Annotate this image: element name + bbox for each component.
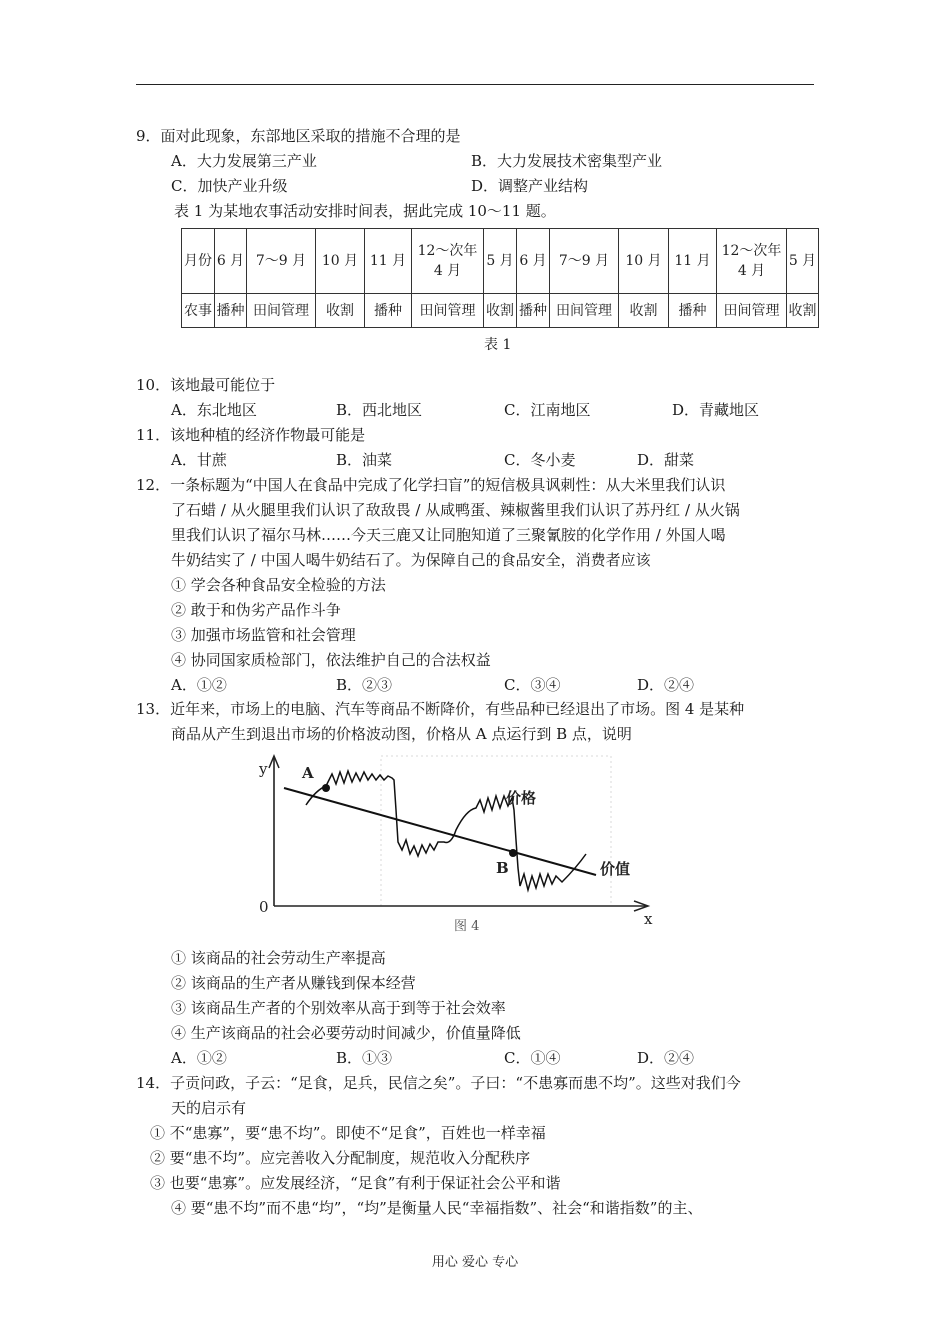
q14-item: ① 不“患寡”，要“患不均”。即使不“足食”，百姓也一样幸福 — [150, 1124, 546, 1142]
q9-option-b: B．大力发展技术密集型产业 — [471, 152, 663, 170]
q13-item: ③ 该商品生产者的个别效率从高于到等于社会效率 — [171, 999, 506, 1017]
table-cell: 播种 — [215, 294, 247, 328]
q12-option-d: D．②④ — [637, 676, 695, 694]
q12-item: ④ 协同国家质检部门，依法维护自己的合法权益 — [171, 651, 491, 669]
table-cell: 播种 — [669, 294, 717, 328]
table-cell: 10 月 — [619, 229, 669, 294]
price-value-figure — [256, 750, 666, 940]
table-cell: 5 月 — [484, 229, 517, 294]
table-cell: 田间管理 — [717, 294, 787, 328]
table-cell: 6 月 — [215, 229, 247, 294]
q11-option-b: B．油菜 — [336, 451, 393, 469]
q13-item: ② 该商品的生产者从赚钱到保本经营 — [171, 974, 416, 992]
q12-line: 了石蜡 / 从火腿里我们认识了敌敌畏 / 从咸鸭蛋、辣椒酱里我们认识了苏丹红 / 从火锅 — [171, 501, 740, 519]
q13-option-b: B．①③ — [336, 1049, 393, 1067]
table-cell: 农事 — [182, 294, 215, 328]
q11-option-a: A．甘蔗 — [171, 451, 227, 469]
table-cell: 10 月 — [316, 229, 365, 294]
q12-item: ③ 加强市场监管和社会管理 — [171, 626, 356, 644]
point-a-marker — [322, 784, 330, 792]
table-cell: 收割 — [316, 294, 365, 328]
table-row-month — [182, 229, 819, 294]
q10-option-d: D．青藏地区 — [672, 401, 760, 419]
q10-stem: 10．该地最可能位于 — [136, 376, 276, 394]
q12-item: ② 敢于和伪劣产品作斗争 — [171, 601, 341, 619]
table-cell: 12～次年 4 月 — [412, 229, 484, 294]
q11-option-c: C．冬小麦 — [504, 451, 576, 469]
q13-item: ④ 生产该商品的社会必要劳动时间减少，价值量降低 — [171, 1024, 521, 1042]
q10-option-b: B．西北地区 — [336, 401, 423, 419]
table-cell: 6 月 — [517, 229, 550, 294]
table-cell: 7～9 月 — [550, 229, 619, 294]
q13-line: 商品从产生到退出市场的价格波动图，价格从 A 点运行到 B 点，说明 — [171, 725, 632, 743]
q14-line: 天的启示有 — [171, 1099, 247, 1117]
point-b-marker — [509, 849, 517, 857]
x-axis-label: x — [644, 910, 653, 928]
table-cell: 11 月 — [669, 229, 717, 294]
price-label: 价格 — [506, 789, 537, 807]
q9-option-c: C．加快产业升级 — [171, 177, 288, 195]
scan-frame — [381, 756, 611, 906]
price-curve — [306, 771, 586, 890]
q9-stem: 9．面对此现象，东部地区采取的措施不合理的是 — [136, 127, 461, 145]
q12-line: 牛奶结实了 / 中国人喝牛奶结石了。为保障自己的食品安全，消费者应该 — [171, 551, 651, 569]
q10-option-c: C．江南地区 — [504, 401, 591, 419]
value-line — [284, 788, 596, 875]
q13-line: 13．近年来，市场上的电脑、汽车等商品不断降价，有些品种已经退出了市场。图 4 是某种 — [136, 700, 745, 718]
value-label: 价值 — [600, 860, 631, 878]
table-cell: 12～次年 4 月 — [717, 229, 787, 294]
y-axis-label: y — [259, 760, 268, 778]
table-cell: 收割 — [484, 294, 517, 328]
q13-option-a: A．①② — [171, 1049, 227, 1067]
q9-option-d: D．调整产业结构 — [471, 177, 589, 195]
table-cell: 田间管理 — [247, 294, 316, 328]
table-cell: 收割 — [619, 294, 669, 328]
table-caption: 表 1 — [484, 337, 512, 353]
q12-line: 12．一条标题为“中国人在食品中完成了化学扫盲”的短信极具讽刺性：从大米里我们认识 — [136, 476, 726, 494]
q11-stem: 11．该地种植的经济作物最可能是 — [136, 426, 366, 444]
q9-option-a: A．大力发展第三产业 — [171, 152, 317, 170]
table-cell: 田间管理 — [412, 294, 484, 328]
q12-option-a: A．①② — [171, 676, 227, 694]
q13-option-c: C．①④ — [504, 1049, 561, 1067]
q12-option-b: B．②③ — [336, 676, 393, 694]
header-rule — [136, 84, 814, 85]
table-cell: 播种 — [517, 294, 550, 328]
point-a-label: A — [302, 764, 314, 782]
farm-schedule-table — [181, 228, 819, 328]
table-row-farm — [182, 294, 819, 328]
table-cell: 收割 — [787, 294, 819, 328]
q14-item: ③ 也要“患寡”。应发展经济，“足食”有利于保证社会公平和谐 — [150, 1174, 561, 1192]
q14-line: 14．子贡问政，子云：“足食，足兵，民信之矣”。子曰：“不患寡而患不均”。这些对我们今 — [136, 1074, 741, 1092]
q14-item: ④ 要“患不均”而不患“均”，“均”是衡量人民“幸福指数”、社会“和谐指数”的主、 — [171, 1199, 703, 1217]
table-cell: 播种 — [365, 294, 412, 328]
q13-option-d: D．②④ — [637, 1049, 695, 1067]
page-footer: 用心 爱心 专心 — [431, 1255, 519, 1270]
q10-option-a: A．东北地区 — [171, 401, 257, 419]
q12-line: 里我们认识了福尔马林……今天三鹿又让同胞知道了三聚氰胺的化学作用 / 外国人喝 — [171, 526, 726, 544]
table-cell: 5 月 — [787, 229, 819, 294]
q12-option-c: C．③④ — [504, 676, 561, 694]
q11-option-d: D．甜菜 — [637, 451, 695, 469]
origin-label: 0 — [259, 898, 269, 916]
table-cell: 7～9 月 — [247, 229, 316, 294]
table-cell: 田间管理 — [550, 294, 619, 328]
table-intro: 表 1 为某地农事活动安排时间表，据此完成 10～11 题。 — [174, 202, 556, 220]
q14-item: ② 要“患不均”。应完善收入分配制度，规范收入分配秩序 — [150, 1149, 531, 1167]
table-cell: 月份 — [182, 229, 215, 294]
q12-item: ① 学会各种食品安全检验的方法 — [171, 576, 386, 594]
q13-item: ① 该商品的社会劳动生产率提高 — [171, 949, 386, 967]
point-b-label: B — [496, 859, 509, 877]
figure-caption: 图 4 — [454, 919, 480, 934]
table-cell: 11 月 — [365, 229, 412, 294]
